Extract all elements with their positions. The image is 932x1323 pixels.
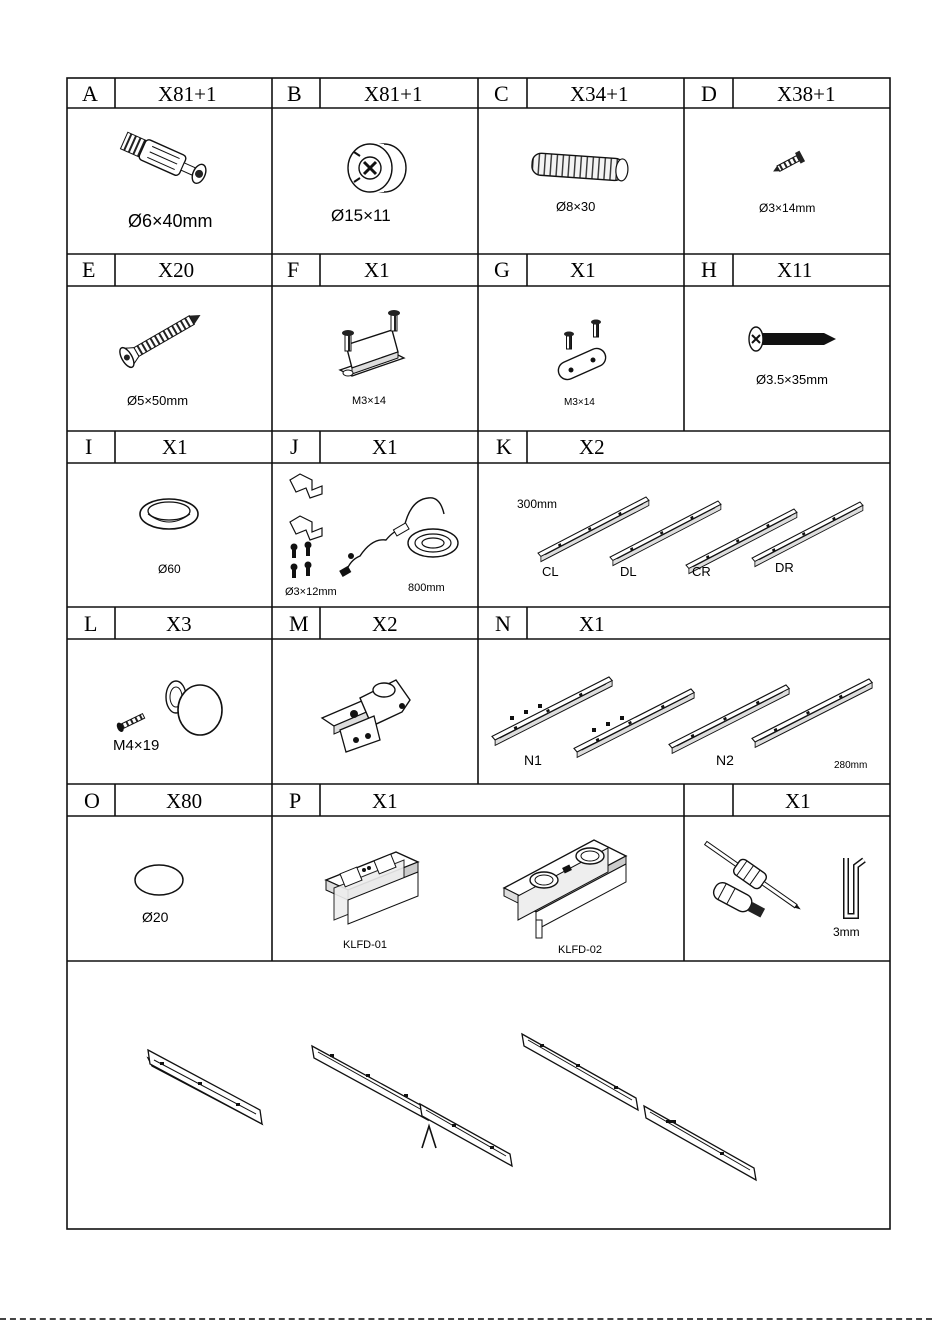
part-label-i: I (85, 434, 93, 459)
slide-label-dr: DR (775, 560, 794, 575)
part-caption-c: Ø8×30 (556, 199, 596, 214)
part-caption-d: Ø3×14mm (759, 201, 816, 215)
part-label-c: C (494, 81, 509, 106)
part-caption-j-length: 800mm (408, 582, 445, 594)
part-qty-m: X2 (372, 612, 398, 636)
black-screw-icon (749, 327, 836, 351)
part-caption-q: 3mm (833, 925, 860, 939)
part-label-k: K (496, 434, 512, 459)
small-screw-icon (770, 151, 805, 177)
catch-plate-icon (556, 320, 609, 383)
long-screw-icon (117, 305, 206, 369)
part-label-d: D (701, 81, 717, 106)
hinge-icon (322, 680, 410, 752)
part-qty-b: X81+1 (364, 82, 423, 106)
part-caption-o: Ø20 (142, 909, 169, 925)
part-label-p: P (289, 788, 302, 813)
part-caption-i: Ø60 (158, 562, 181, 576)
part-qty-d: X38+1 (777, 82, 836, 106)
part-qty-q: X1 (785, 789, 811, 813)
part-qty-c: X34+1 (570, 82, 629, 106)
part-caption-l: M4×19 (113, 737, 160, 754)
slide-label-n2: N2 (716, 752, 734, 768)
slide-label-dl: DL (620, 564, 637, 579)
part-label-j: J (290, 434, 299, 459)
part-qty-p: X1 (372, 789, 398, 813)
part-label-a: A (82, 81, 98, 106)
part-caption-j: Ø3×12mm (285, 586, 337, 598)
part-qty-n: X1 (579, 612, 605, 636)
part-caption-e: Ø5×50mm (127, 393, 189, 408)
keyboard-slide-icon (492, 677, 872, 757)
part-label-o: O (84, 788, 100, 813)
part-label-e: E (82, 257, 96, 282)
part-caption-g: M3×14 (564, 397, 595, 408)
part-qty-g: X1 (570, 258, 596, 282)
part-label-m: M (289, 611, 309, 636)
part-qty-k: X2 (579, 435, 605, 459)
cam-bolt-icon (120, 130, 209, 186)
part-caption-f: M3×14 (352, 395, 386, 407)
part-label-h: H (701, 257, 717, 282)
part-qty-f: X1 (364, 258, 390, 282)
part-caption-k: 300mm (517, 497, 558, 511)
part-qty-a: X81+1 (158, 82, 217, 106)
part-caption-b: Ø15×11 (331, 206, 391, 225)
led-strip-icon (290, 474, 458, 578)
part-qty-j: X1 (372, 435, 398, 459)
bumper-pad-icon (135, 865, 183, 895)
cam-lock-icon (348, 144, 406, 192)
page-footer-rule (0, 1318, 932, 1322)
part-caption-h: Ø3.5×35mm (756, 372, 828, 387)
wood-dowel-icon (531, 153, 628, 182)
part-label-f: F (287, 257, 300, 282)
part-label-l: L (84, 611, 98, 636)
knob-icon (115, 681, 222, 735)
part-label-g: G (494, 257, 510, 282)
part-qty-h: X11 (777, 258, 813, 282)
part-caption-p2: KLFD-02 (558, 944, 603, 956)
part-caption-a: Ø6×40mm (128, 211, 213, 231)
part-qty-i: X1 (162, 435, 188, 459)
grid (67, 78, 890, 1229)
part-caption-n: 280mm (834, 760, 868, 771)
slide-assembly-illustration (148, 1034, 756, 1180)
part-qty-l: X3 (166, 612, 192, 636)
drawer-slide-icon (538, 497, 863, 574)
part-caption-p1: KLFD-01 (343, 939, 388, 951)
magnetic-catch-icon (340, 310, 404, 376)
slide-label-n1: N1 (524, 752, 542, 768)
slide-label-cl: CL (542, 564, 559, 579)
part-label-b: B (287, 81, 302, 106)
part-qty-e: X20 (158, 258, 195, 282)
slide-label-cr: CR (692, 564, 711, 579)
grommet-icon (140, 499, 198, 529)
part-label-n: N (495, 611, 511, 636)
tools-icon (701, 836, 864, 921)
part-qty-o: X80 (166, 789, 203, 813)
power-outlet-icon (326, 840, 626, 938)
